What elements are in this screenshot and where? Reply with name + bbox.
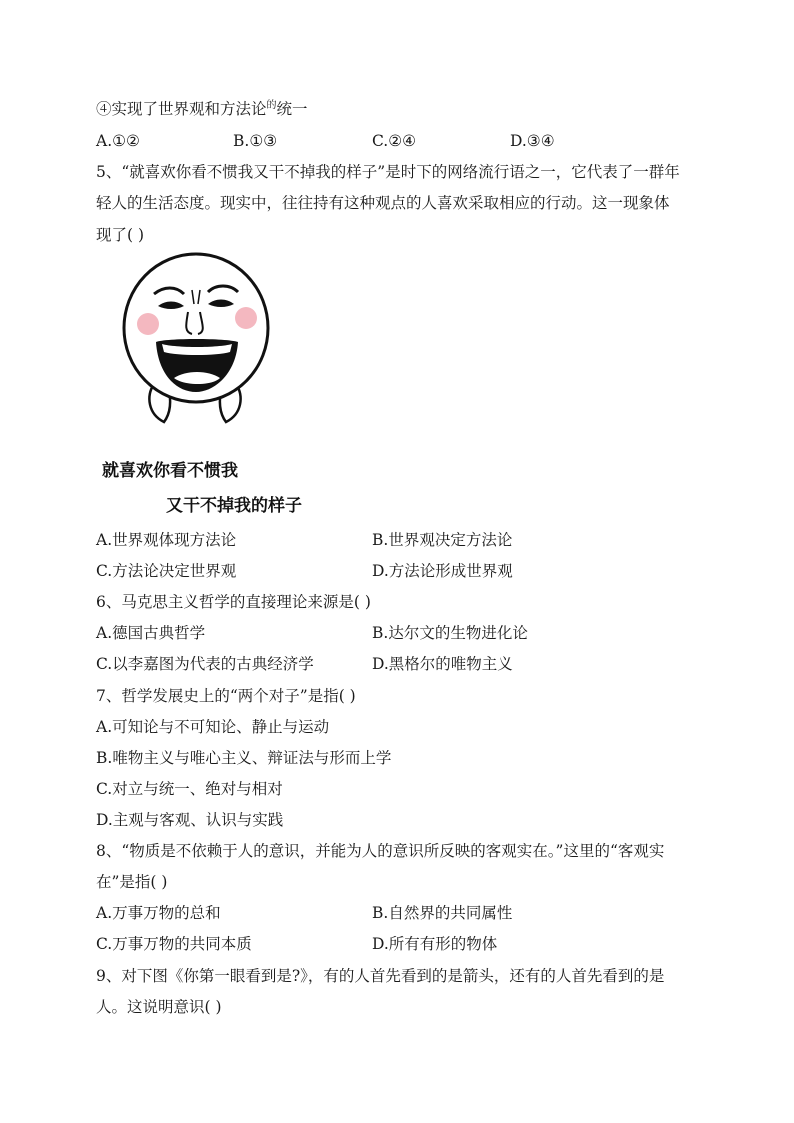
q6-option-d[interactable]: D.黑格尔的唯物主义 xyxy=(372,655,513,673)
q5-stem-line-1: 5、“就喜欢你看不惯我又干不掉我的样子”是时下的网络流行语之一，它代表了一群年 xyxy=(96,163,680,181)
q8-option-b[interactable]: B.自然界的共同属性 xyxy=(372,904,513,922)
q6-option-a[interactable]: A.德国古典哲学 xyxy=(96,624,206,642)
q8-option-a[interactable]: A.万事万物的总和 xyxy=(96,904,221,922)
q7-option-d[interactable]: D.主观与客观、认识与实践 xyxy=(96,811,284,829)
q5-stem-line-3: 现了( ) xyxy=(96,226,145,244)
q4-option-d[interactable]: D.③④ xyxy=(510,132,555,150)
q8-option-d[interactable]: D.所有有形的物体 xyxy=(372,935,498,953)
q9-stem-line-1: 9、对下图《你第一眼看到是?》，有的人首先看到的是箭头，还有的人首先看到的是 xyxy=(96,967,665,985)
q5-option-b[interactable]: B.世界观决定方法论 xyxy=(372,531,513,549)
q8-stem-line-1: 8、“物质是不依赖于人的意识，并能为人的意识所反映的客观实在。”这里的“客观实 xyxy=(96,842,665,860)
q4-option-b[interactable]: B.①③ xyxy=(233,132,278,150)
q6-option-b[interactable]: B.达尔文的生物进化论 xyxy=(372,624,528,642)
q5-option-c[interactable]: C.方法论决定世界观 xyxy=(96,562,237,580)
q5-option-d[interactable]: D.方法论形成世界观 xyxy=(372,562,513,580)
q6-stem: 6、马克思主义哲学的直接理论来源是( ) xyxy=(96,593,371,611)
q6-option-c[interactable]: C.以李嘉图为代表的古典经济学 xyxy=(96,655,314,673)
meme-face-icon xyxy=(96,246,336,436)
meme-caption-line-1: 就喜欢你看不惯我 xyxy=(102,461,238,481)
q7-option-c[interactable]: C.对立与统一、绝对与相对 xyxy=(96,780,283,798)
q5-stem-line-2: 轻人的生活态度。现实中，往往持有这种观点的人喜欢采取相应的行动。这一现象体 xyxy=(96,194,670,212)
q5-option-a[interactable]: A.世界观体现方法论 xyxy=(96,531,237,549)
q4-option-a[interactable]: A.①② xyxy=(96,132,140,150)
q7-option-b[interactable]: B.唯物主义与唯心主义、辩证法与形而上学 xyxy=(96,749,392,767)
q4-option-c[interactable]: C.②④ xyxy=(372,132,417,150)
meme-caption-line-2: 又干不掉我的样子 xyxy=(166,496,302,516)
q4-item-4: ④实现了世界观和方法论$^的$统一 xyxy=(96,100,308,118)
meme-image xyxy=(96,246,336,526)
q7-option-a[interactable]: A.可知论与不可知论、静止与运动 xyxy=(96,718,330,736)
q7-stem: 7、哲学发展史上的“两个对子”是指( ) xyxy=(96,687,356,705)
q8-option-c[interactable]: C.万事万物的共同本质 xyxy=(96,935,252,953)
q8-stem-line-2: 在”是指( ) xyxy=(96,873,168,891)
q9-stem-line-2: 人。这说明意识( ) xyxy=(96,998,222,1016)
